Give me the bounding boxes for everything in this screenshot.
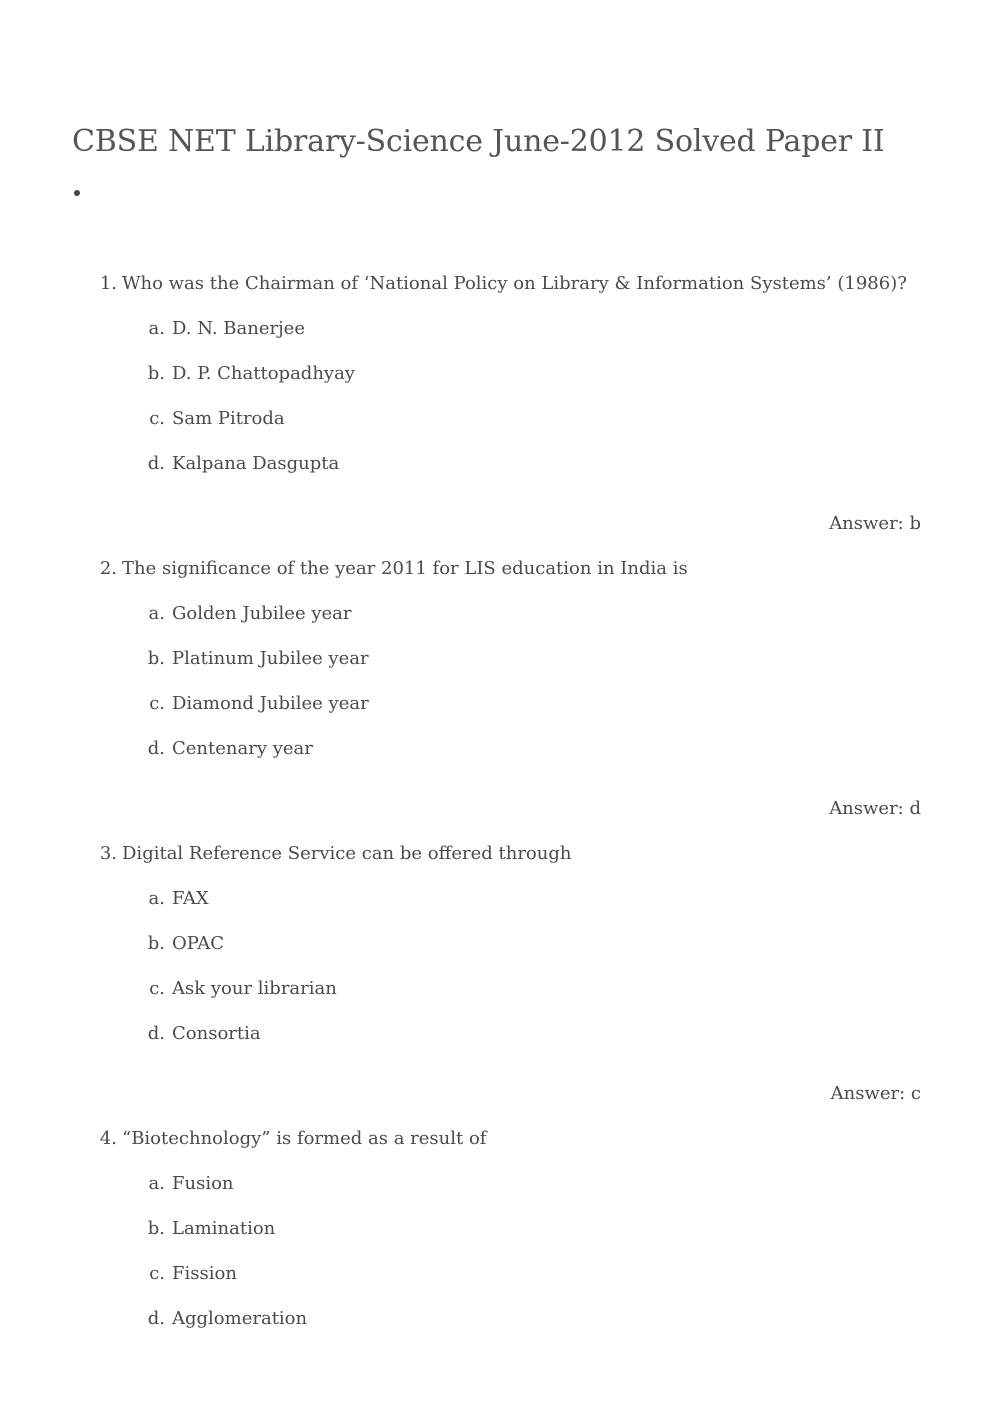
question-number: 1. (99, 273, 117, 294)
page-title: CBSE NET Library-Science June-2012 Solved Paper II (72, 124, 885, 159)
option-item (0, 359, 992, 389)
option-item (0, 1304, 992, 1334)
option-letter: b. (147, 363, 165, 384)
option-item (0, 884, 992, 914)
option-text: OPAC (172, 933, 224, 954)
answer-text: Answer: c (830, 1083, 921, 1104)
option-letter: a. (148, 603, 165, 624)
question-text: “Biotechnology” is formed as a result of (122, 1128, 487, 1149)
option-text: Ask your librarian (172, 978, 337, 999)
option-letter: b. (147, 648, 165, 669)
option-letter: d. (147, 738, 165, 759)
option-text: Platinum Jubilee year (172, 648, 369, 669)
option-text: Fusion (172, 1173, 234, 1194)
option-text: Diamond Jubilee year (172, 693, 369, 714)
option-text: Sam Pitroda (172, 408, 285, 429)
answer-text: Answer: d (829, 798, 921, 819)
option-item (0, 1259, 992, 1289)
option-text: Fission (172, 1263, 237, 1284)
option-letter: c. (149, 1263, 165, 1284)
option-text: D. P. Chattopadhyay (172, 363, 355, 384)
option-text: Golden Jubilee year (172, 603, 352, 624)
option-letter: c. (149, 408, 165, 429)
question-text: Who was the Chairman of ‘National Policy on Library & Information Systems’ (1986)? (122, 273, 907, 294)
answer-line (0, 509, 992, 539)
answer-line (0, 1079, 992, 1109)
option-letter: b. (147, 933, 165, 954)
option-letter: d. (147, 1023, 165, 1044)
option-item (0, 404, 992, 434)
option-item (0, 644, 992, 674)
option-item (0, 929, 992, 959)
option-letter: a. (148, 1173, 165, 1194)
option-item (0, 974, 992, 1004)
option-item (0, 1019, 992, 1049)
bullet-marker (74, 190, 80, 196)
answer-line (0, 794, 992, 824)
answer-text: Answer: b (829, 513, 921, 534)
option-letter: a. (148, 888, 165, 909)
option-item (0, 1169, 992, 1199)
option-letter: c. (149, 693, 165, 714)
question-number: 3. (99, 843, 117, 864)
question-1 (0, 269, 992, 299)
question-2 (0, 554, 992, 584)
option-item (0, 599, 992, 629)
option-item (0, 449, 992, 479)
option-letter: b. (147, 1218, 165, 1239)
option-item (0, 689, 992, 719)
option-letter: a. (148, 318, 165, 339)
option-text: Centenary year (172, 738, 313, 759)
option-item (0, 1214, 992, 1244)
option-text: Kalpana Dasgupta (172, 453, 340, 474)
question-3 (0, 839, 992, 869)
option-letter: d. (147, 453, 165, 474)
option-letter: d. (147, 1308, 165, 1329)
option-text: Agglomeration (172, 1308, 308, 1329)
option-item (0, 314, 992, 344)
question-text: The significance of the year 2011 for LIS education in India is (122, 558, 688, 579)
option-letter: c. (149, 978, 165, 999)
option-text: Lamination (172, 1218, 276, 1239)
option-text: D. N. Banerjee (172, 318, 305, 339)
question-4 (0, 1124, 992, 1154)
question-text: Digital Reference Service can be offered through (122, 843, 572, 864)
question-number: 4. (99, 1128, 117, 1149)
option-text: Consortia (172, 1023, 261, 1044)
question-number: 2. (99, 558, 117, 579)
option-text: FAX (172, 888, 209, 909)
option-item (0, 734, 992, 764)
